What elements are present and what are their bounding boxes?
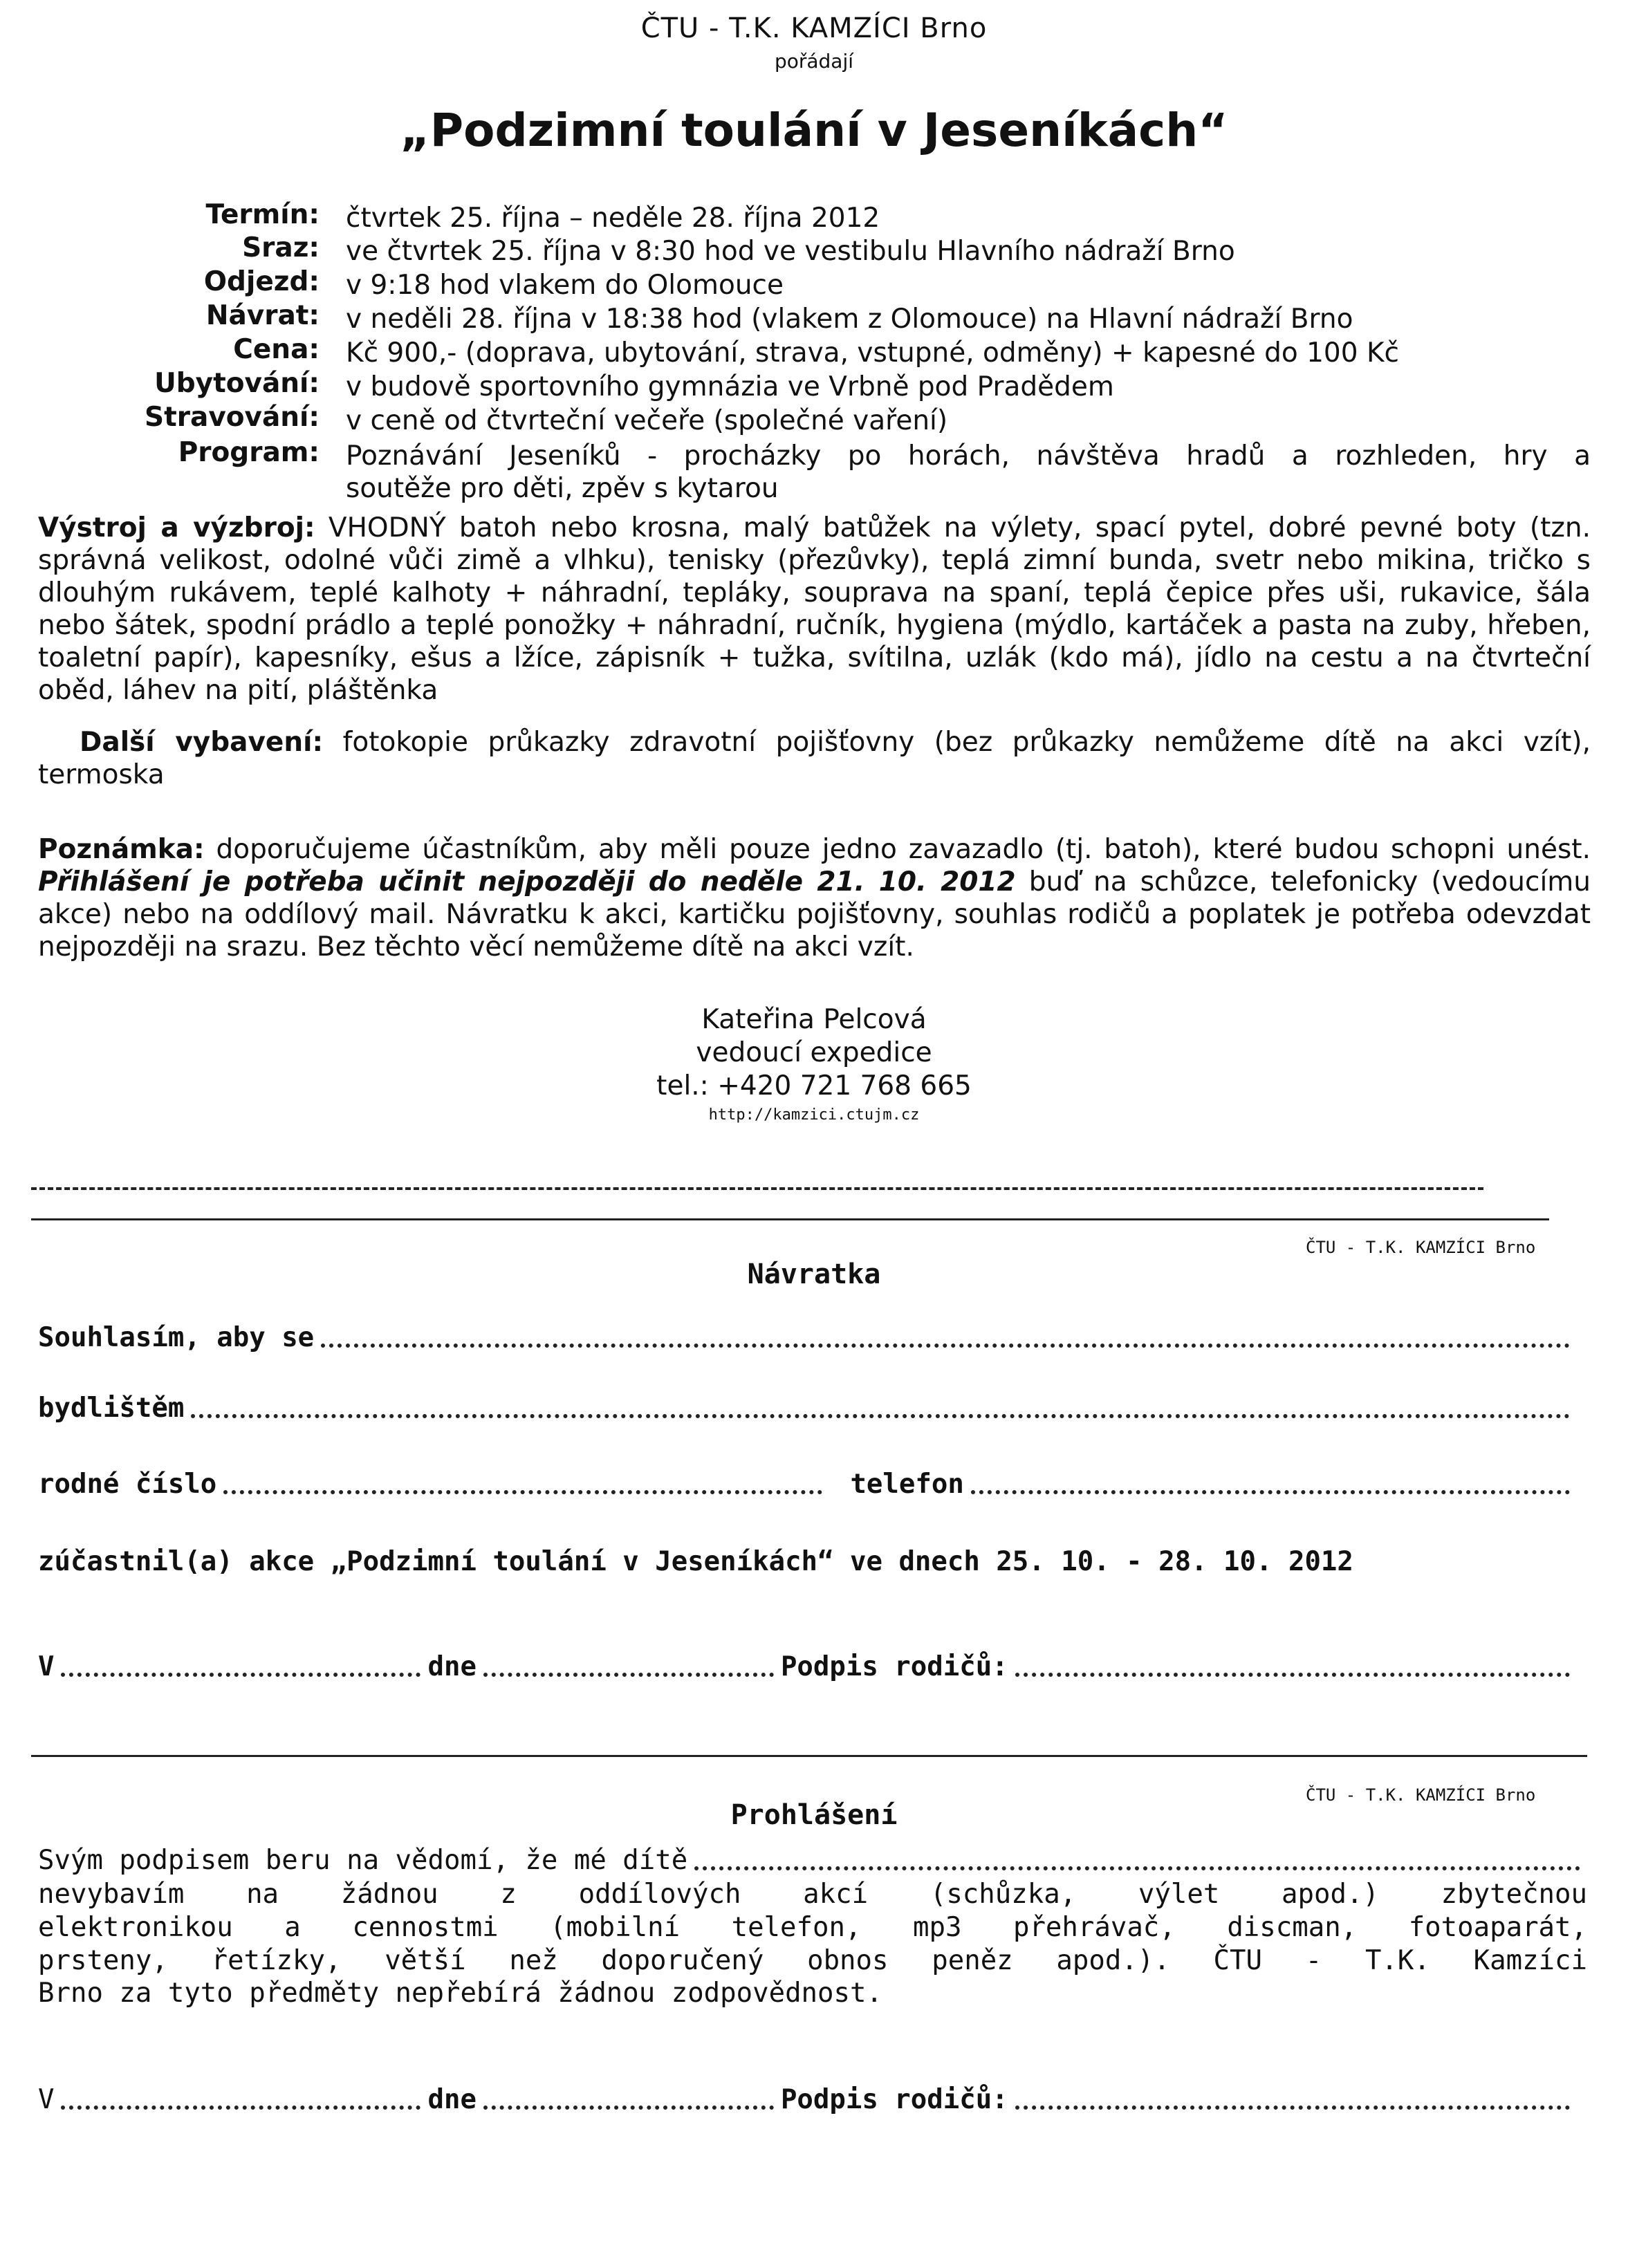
extra-text: fotokopie průkazky zdravotní pojišťovny (bez průkazky nemůžeme dítě na akci vzít), termoska (38, 727, 1591, 790)
leader-name: Kateřina Pelcová (701, 1004, 927, 1035)
residence-row (38, 1393, 1577, 1424)
phone-field[interactable] (971, 1490, 1570, 1494)
declaration-line-2: nevybavím na žádnou z oddílových akcí (schůzka, výlet apod.) zbytečnou (38, 1879, 1587, 1910)
organizes-text: pořádají (774, 50, 854, 73)
accommodation-value: v budově sportovního gymnázia ve Vrbně pod Pradědem (346, 371, 1114, 402)
declaration-sign-row (38, 2084, 1577, 2115)
place-field[interactable] (61, 1673, 420, 1677)
meeting-value: ve čtvrtek 25. října v 8:30 hod ve vestibulu Hlavního nádraží Brno (346, 236, 1235, 267)
program-value-cont: soutěže pro děti, zpěv s kytarou (346, 473, 779, 504)
decl-date-label: dne (427, 2084, 477, 2115)
term-label: Termín: (205, 199, 320, 230)
note-text-2: buď na schůzce, telefonicky (vedoucímu akce) nebo na oddílový mail. Návratku k akci, kartičku pojišťovny, souhlas rodičů a poplatek je potřeba odevzdat nejpozději na srazu. Bez těchto věcí nemůžeme dítě na akci vzít. (38, 866, 1591, 963)
meals-label: Stravování: (145, 402, 320, 433)
residence-field[interactable] (191, 1414, 1570, 1418)
declaration-child-field[interactable] (694, 1866, 1580, 1870)
declaration-title: Prohlášení (730, 1799, 898, 1831)
agree-row (38, 1322, 1577, 1353)
participation-text: zúčastnil(a) akce „Podzimní toulání v Jeseníkách“ ve dnech 25. 10. - 28. 10. 2012 (38, 1546, 1353, 1577)
departure-value: v 9:18 hod vlakem do Olomouce (346, 270, 784, 301)
departure-label: Odjezd: (203, 266, 320, 297)
agree-label: Souhlasím, aby se (38, 1322, 315, 1353)
extra-label: Další vybavení: (80, 727, 324, 758)
return-form-org: ČTU - T.K. KAMZÍCI Brno (1306, 1238, 1536, 1257)
declaration-first-row (38, 1845, 1587, 1876)
phone-label: telefon (850, 1469, 964, 1500)
residence-label: bydlištěm (38, 1393, 185, 1424)
return-form-title: Návratka (747, 1258, 881, 1290)
website-url: http://kamzici.ctujm.cz (708, 1106, 920, 1124)
equipment-paragraph (38, 512, 1591, 707)
declaration-line-4: prsteny, řetízky, větší než doporučený obnos peněz apod.). ČTU - T.K. Kamzíci (38, 1945, 1587, 1976)
accommodation-label: Ubytování: (154, 368, 320, 399)
decl-place-field[interactable] (61, 2106, 420, 2110)
decl-place-label: V (38, 2084, 55, 2115)
price-label: Cena: (233, 334, 320, 365)
program-value: Poznávání Jeseníků - procházky po horách, návštěva hradů a rozhleden, hry a (346, 440, 1591, 472)
birth-number-field[interactable] (223, 1490, 822, 1494)
organizer: ČTU - T.K. KAMZÍCI Brno (640, 12, 988, 44)
program-label: Program: (178, 437, 320, 468)
equipment-label: Výstroj a výzbroj: (38, 512, 315, 543)
child-name-field[interactable] (321, 1344, 1570, 1348)
parent-signature-label: Podpis rodičů: (780, 1651, 1008, 1682)
decl-parent-signature-field[interactable] (1015, 2106, 1570, 2110)
decl-date-field[interactable] (483, 2106, 774, 2110)
parent-signature-field[interactable] (1015, 1673, 1570, 1677)
birth-phone-row (38, 1469, 1577, 1500)
cut-line (31, 1187, 1483, 1190)
birth-number-label: rodné číslo (38, 1469, 217, 1500)
equipment-text: VHODNÝ batoh nebo krosna, malý batůžek na výlety, spací pytel, dobré pevné boty (tzn. správná velikost, odolné vůči zimě a vlhku), tenisky (přezůvky), teplá zimní bunda, svetr nebo mikina, tričko s dlouhým rukávem, teplé kalhoty + náhradní, tepláky, souprava na spaní, teplá čepice přes uši, rukavice, šála nebo šátek, spodní prádlo a teplé ponožky + náhradní, ručník, hygiena (mýdlo, kartáček a pasta na zuby, hřeben, toaletní papír), kapesníky, ešus a lžíce, zápisník + tužka, svítilna, uzlák (kdo má), jídlo na cestu a na čtvrteční oběd, láhev na pití, pláštěnka (38, 512, 1591, 706)
term-value: čtvrtek 25. října – neděle 28. října 2012 (346, 203, 880, 234)
note-text-1: doporučujeme účastníkům, aby měli pouze jedno zavazadlo (tj. batoh), které budou schopni unést. (216, 834, 1591, 865)
event-title: „Podzimní toulání v Jeseníkách“ (400, 104, 1228, 157)
declaration-line-3: elektronikou a cennostmi (mobilní telefon, mp3 přehrávač, discman, fotoaparát, (38, 1912, 1587, 1943)
extra-paragraph (38, 726, 1591, 791)
return-label: Návrat: (205, 300, 320, 331)
declaration-line-1: Svým podpisem beru na vědomí, že mé dítě (38, 1845, 688, 1876)
meeting-label: Sraz: (242, 232, 320, 263)
section-rule-1 (31, 1218, 1549, 1220)
leader-role: vedoucí expedice (696, 1037, 932, 1068)
place-label: V (38, 1651, 55, 1682)
return-sign-row (38, 1651, 1577, 1682)
declaration-org: ČTU - T.K. KAMZÍCI Brno (1306, 1785, 1536, 1805)
leader-phone: tel.: +420 721 768 665 (656, 1070, 972, 1102)
meals-value: v ceně od čtvrteční večeře (společné vaření) (346, 405, 948, 436)
date-label: dne (427, 1651, 477, 1682)
declaration-line-5: Brno za tyto předměty nepřebírá žádnou zodpovědnost. (38, 1978, 882, 2009)
return-value: v neděli 28. října v 18:38 hod (vlakem z Olomouce) na Hlavní nádraží Brno (346, 304, 1353, 335)
price-value: Kč 900,- (doprava, ubytování, strava, vstupné, odměny) + kapesné do 100 Kč (346, 337, 1399, 369)
date-field[interactable] (483, 1673, 774, 1677)
note-paragraph (38, 833, 1591, 963)
decl-parent-signature-label: Podpis rodičů: (780, 2084, 1008, 2115)
note-deadline: Přihlášení je potřeba učinit nejpozději do neděle 21. 10. 2012 (38, 866, 1016, 898)
section-rule-2 (31, 1755, 1587, 1757)
note-label: Poznámka: (38, 834, 205, 865)
